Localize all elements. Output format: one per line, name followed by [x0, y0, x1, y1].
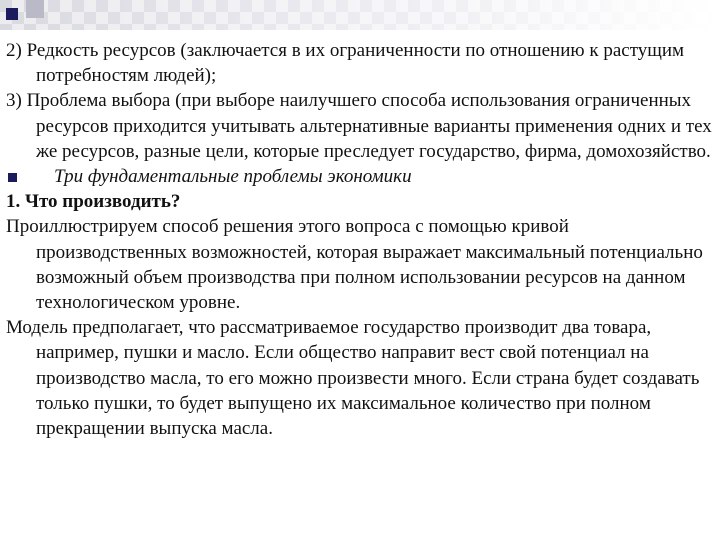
paragraph-ppf-illustration: Проиллюстрируем способ решения этого вопроса с помощью кривой производственных возможностей, которая выражает максимальный потенциально возможный объем производства при полном использовании ресурсов на данном технологическом уровне. [6, 216, 703, 314]
paragraph-choice-problem: 3) Проблема выбора (при выборе наилучшего способа использования ограниченных ресурсов приходится учитывать альтернативные варианты применения одних и тех же ресурсов, разные цели, которые преследует государство, фирма, домохозяйство. [6, 90, 712, 162]
bullet-item-fundamental-problems [6, 164, 712, 189]
bullet-square-icon [6, 8, 18, 20]
paragraph-resource-scarcity: 2) Редкость ресурсов (заключается в их ограниченности по отношению к растущим потребностям людей); [6, 40, 685, 87]
bullet-square-icon [8, 173, 17, 182]
decorative-checker-pattern [0, 0, 720, 30]
slide-body [6, 38, 712, 441]
section-heading: 1. Что производить? [6, 191, 181, 213]
decorative-square [26, 0, 44, 18]
bullet-item-label: Три фундаментальные проблемы экономики [54, 166, 412, 188]
paragraph-model-assumption: Модель предполагает, что рассматриваемое государство производит два товара, например, пушки и масло. Если общество направит вест свой потенциал на производство масла, то его можно произвести много. Если страна будет создавать только пушки, то будет выпущено их максимальное количество при полном прекращении выпуска масла. [6, 317, 700, 440]
